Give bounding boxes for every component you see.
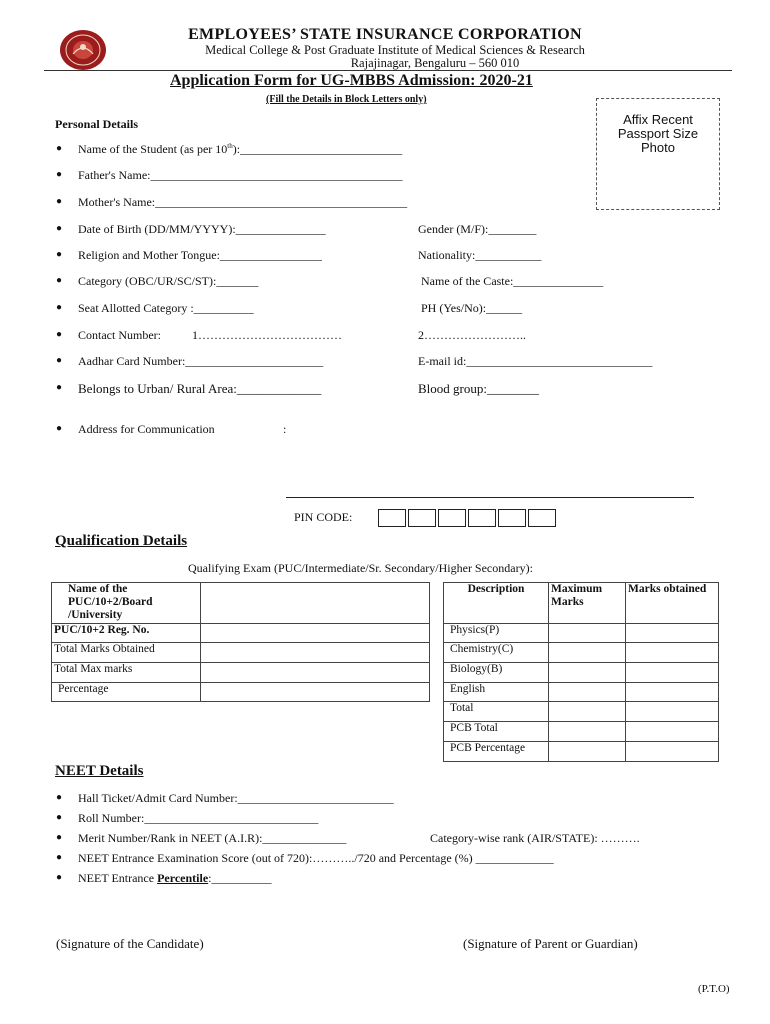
ph-field[interactable]: PH (Yes/No):______ [421, 301, 523, 315]
table-input-cell[interactable] [549, 643, 626, 663]
institute-name: Medical College & Post Graduate Institute of Medical Sciences & Research [205, 43, 585, 57]
table-cell-label: Chemistry(C) [444, 643, 549, 663]
seat-category-field[interactable]: Seat Allotted Category :__________ [78, 301, 254, 315]
table-row [444, 643, 719, 663]
table-input-cell[interactable] [549, 742, 626, 762]
candidate-signature-label: (Signature of the Candidate) [56, 936, 204, 951]
pto-label: (P.T.O) [698, 983, 730, 995]
category-field[interactable]: Category (OBC/UR/SC/ST):_______ [78, 274, 259, 288]
bullet: ● [56, 792, 63, 803]
category-rank-field[interactable]: Category-wise rank (AIR/STATE): ………. [430, 831, 640, 845]
table-input-cell[interactable] [549, 722, 626, 742]
contact-number-2-field[interactable]: 2…………………….. [418, 328, 526, 342]
qualification-heading: Qualification Details [55, 533, 188, 549]
table-header: Maximum Marks [549, 583, 626, 624]
bullet: ● [56, 423, 63, 434]
bullet: ● [56, 223, 63, 234]
table-cell-label: Name of the PUC/10+2/Board /University [52, 583, 201, 624]
table-input-cell[interactable] [549, 702, 626, 722]
table-input-cell[interactable] [549, 624, 626, 643]
bullet: ● [56, 169, 63, 180]
parent-signature-label: (Signature of Parent or Guardian) [463, 936, 638, 951]
table-input-cell[interactable] [626, 742, 719, 762]
table-cell-label: English [444, 683, 549, 702]
bullet: ● [56, 852, 63, 863]
table-input-cell[interactable] [201, 624, 430, 643]
pin-digit-box[interactable] [408, 509, 436, 527]
table-input-cell[interactable] [626, 702, 719, 722]
table-input-cell[interactable] [626, 722, 719, 742]
photo-box [596, 98, 720, 210]
table-input-cell[interactable] [626, 643, 719, 663]
field-label: Name of the Student (as per 10 [78, 142, 228, 156]
mother-name-field[interactable]: Mother's Name:__________________________________________ [78, 195, 408, 209]
table-cell-label: PCB Percentage [444, 742, 549, 762]
neet-percentile-field[interactable] [78, 871, 272, 886]
fill-note: (Fill the Details in Block Letters only) [266, 94, 427, 105]
table-row [444, 702, 719, 722]
table-cell-label: PUC/10+2 Reg. No. [52, 624, 201, 643]
neet-heading: NEET Details [55, 763, 144, 779]
table-input-cell[interactable] [201, 663, 430, 683]
table-input-cell[interactable] [201, 583, 430, 624]
merit-rank-field[interactable]: Merit Number/Rank in NEET (A.I.R):______________ [78, 831, 347, 845]
form-title: Application Form for UG-MBBS Admission: 2020-21 [170, 72, 533, 89]
table-row [444, 722, 719, 742]
field-label: NEET Entrance [78, 871, 158, 885]
bullet: ● [56, 832, 63, 843]
pin-digit-box[interactable] [468, 509, 496, 527]
table-cell-label: Physics(P) [444, 624, 549, 643]
aadhar-field[interactable]: Aadhar Card Number:_______________________ [78, 354, 324, 368]
marks-table [443, 582, 719, 762]
bullet: ● [56, 355, 63, 366]
table-input-cell[interactable] [201, 683, 430, 702]
pin-digit-box[interactable] [378, 509, 406, 527]
photo-box-line: Affix Recent [623, 112, 693, 127]
father-name-field[interactable]: Father's Name:__________________________________________ [78, 168, 403, 182]
hall-ticket-field[interactable]: Hall Ticket/Admit Card Number:__________________________ [78, 791, 394, 805]
bullet: ● [56, 249, 63, 260]
caste-field[interactable]: Name of the Caste:_______________ [421, 274, 604, 288]
table-row [444, 683, 719, 702]
bullet: ● [56, 872, 63, 883]
table-row [444, 624, 719, 643]
pin-code-label: PIN CODE: [294, 510, 353, 524]
field-blank: ):___________________________ [232, 142, 403, 156]
superscript: th [227, 142, 233, 150]
bullet: ● [56, 143, 63, 154]
blood-group-field[interactable]: Blood group:________ [418, 381, 539, 396]
table-input-cell[interactable] [626, 683, 719, 702]
table-header: Marks obtained [626, 583, 719, 624]
address-colon: : [283, 422, 287, 436]
bullet: ● [56, 382, 63, 393]
roll-number-field[interactable]: Roll Number:_____________________________ [78, 811, 319, 825]
gender-field[interactable]: Gender (M/F):________ [418, 222, 537, 236]
religion-field[interactable]: Religion and Mother Tongue:_________________ [78, 248, 322, 262]
qualifying-exam-label: Qualifying Exam (PUC/Intermediate/Sr. Secondary/Higher Secondary): [188, 561, 533, 575]
student-name-field[interactable] [78, 142, 402, 157]
table-cell-label: PCB Total [444, 722, 549, 742]
header-divider [44, 70, 732, 71]
table-row [444, 663, 719, 683]
contact-label: Contact Number: [78, 328, 161, 342]
area-field[interactable]: Belongs to Urban/ Rural Area:_____________ [78, 381, 322, 396]
nationality-field[interactable]: Nationality:___________ [418, 248, 542, 262]
photo-box-line: Photo [641, 140, 675, 155]
email-field[interactable]: E-mail id:_______________________________ [418, 354, 653, 368]
bullet: ● [56, 275, 63, 286]
percentile-word: Percentile [157, 871, 209, 885]
neet-score-field[interactable]: NEET Entrance Examination Score (out of 720):………../720 and Percentage (%) _____________ [78, 851, 554, 865]
pin-digit-box[interactable] [438, 509, 466, 527]
org-name: EMPLOYEES’ STATE INSURANCE CORPORATION [188, 26, 582, 43]
pin-digit-box[interactable] [528, 509, 556, 527]
address-line[interactable] [286, 497, 694, 498]
bullet: ● [56, 196, 63, 207]
personal-details-heading: Personal Details [55, 117, 138, 131]
dob-field[interactable]: Date of Birth (DD/MM/YYYY):_______________ [78, 222, 326, 236]
photo-box-line: Passport Size [617, 126, 699, 141]
bullet: ● [56, 302, 63, 313]
table-input-cell[interactable] [626, 663, 719, 683]
table-header: Description [444, 583, 549, 624]
qualification-left-table [51, 582, 430, 702]
table-input-cell[interactable] [626, 624, 719, 643]
table-row [444, 742, 719, 762]
table-cell-label: Biology(B) [444, 663, 549, 683]
bullet: ● [56, 812, 63, 823]
table-cell-label: Total Marks Obtained [52, 643, 201, 663]
table-input-cell[interactable] [201, 643, 430, 663]
field-blank: :__________ [208, 871, 272, 885]
contact-number-1-field[interactable]: 1……………………………… [192, 328, 342, 342]
table-input-cell[interactable] [549, 663, 626, 683]
pin-code-boxes[interactable] [378, 509, 558, 527]
bullet: ● [56, 329, 63, 340]
table-cell-label: Total [444, 702, 549, 722]
pin-digit-box[interactable] [498, 509, 526, 527]
institute-address: Rajajinagar, Bengaluru – 560 010 [350, 56, 520, 70]
table-input-cell[interactable] [549, 683, 626, 702]
address-label: Address for Communication [78, 422, 215, 436]
table-cell-label: Percentage [52, 683, 201, 702]
table-cell-label: Total Max marks [52, 663, 201, 683]
